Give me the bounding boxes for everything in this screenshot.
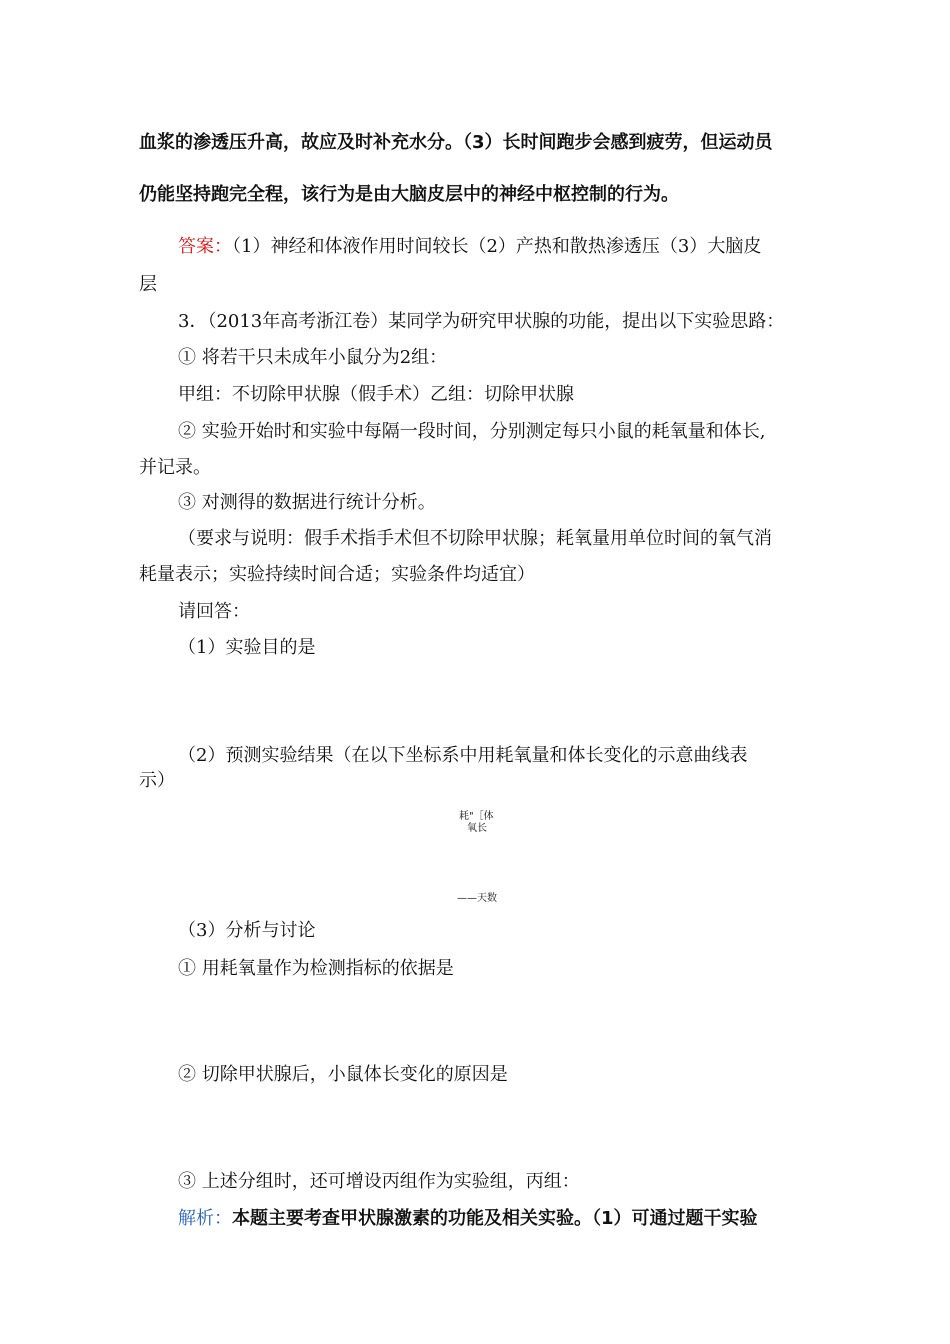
sub-question-3: （3）分析与讨论: [178, 920, 316, 941]
graph-y-axis-label-1: 耗"［体: [459, 811, 494, 822]
analysis-line: [178, 1208, 758, 1230]
text-line-1: 血浆的渗透压升高，故应及时补充水分。（3）长时间跑步会感到疲劳，但运动员: [139, 132, 773, 153]
answer-label: 答案：: [178, 236, 232, 257]
sub-question-2: （2）预测实验结果（在以下坐标系中用耗氧量和体长变化的示意曲线表: [178, 745, 748, 766]
group-description: 甲组：不切除甲状腺（假手术）乙组：切除甲状腺: [178, 384, 574, 405]
answer-text: （1）神经和体液作用时间较长（2）产热和散热渗透压（3）大脑皮: [232, 236, 762, 257]
requirement-note: （要求与说明：假手术指手术但不切除甲状腺；耗氧量用单位时间的氧气消: [178, 528, 772, 549]
step-3: ③ 对测得的数据进行统计分析。: [178, 492, 436, 513]
analysis-text: 本题主要考查甲状腺激素的功能及相关实验。（1）可通过题干实验: [232, 1208, 758, 1229]
sub-question-2-continuation: 示）: [139, 770, 175, 791]
text-line-2: 仍能坚持跑完全程，该行为是由大脑皮层中的神经中枢控制的行为。: [139, 184, 679, 205]
requirement-note-continuation: 耗量表示；实验持续时间合适；实验条件均适宜）: [139, 564, 535, 585]
graph-y-axis-label-2: 氧长: [467, 823, 487, 834]
step-1: ① 将若干只未成年小鼠分为2组：: [178, 347, 448, 368]
please-answer: 请回答：: [178, 601, 250, 622]
discussion-1: ① 用耗氧量作为检测指标的依据是: [178, 958, 454, 979]
step-2-continuation: 并记录。: [139, 457, 211, 478]
question-3-title: 3．（2013年高考浙江卷）某同学为研究甲状腺的功能，提出以下实验思路：: [178, 311, 785, 332]
analysis-label: 解析：: [178, 1208, 232, 1229]
step-2: ② 实验开始时和实验中每隔一段时间，分别测定每只小鼠的耗氧量和体长,: [178, 421, 766, 442]
answer-line: [178, 236, 761, 258]
discussion-3: ③ 上述分组时，还可增设丙组作为实验组，丙组：: [178, 1171, 580, 1192]
sub-question-1: （1）实验目的是: [178, 637, 316, 658]
discussion-2: ② 切除甲状腺后，小鼠体长变化的原因是: [178, 1064, 508, 1085]
answer-continuation: 层: [139, 274, 157, 295]
graph-x-axis-label: ——天数: [457, 893, 497, 904]
